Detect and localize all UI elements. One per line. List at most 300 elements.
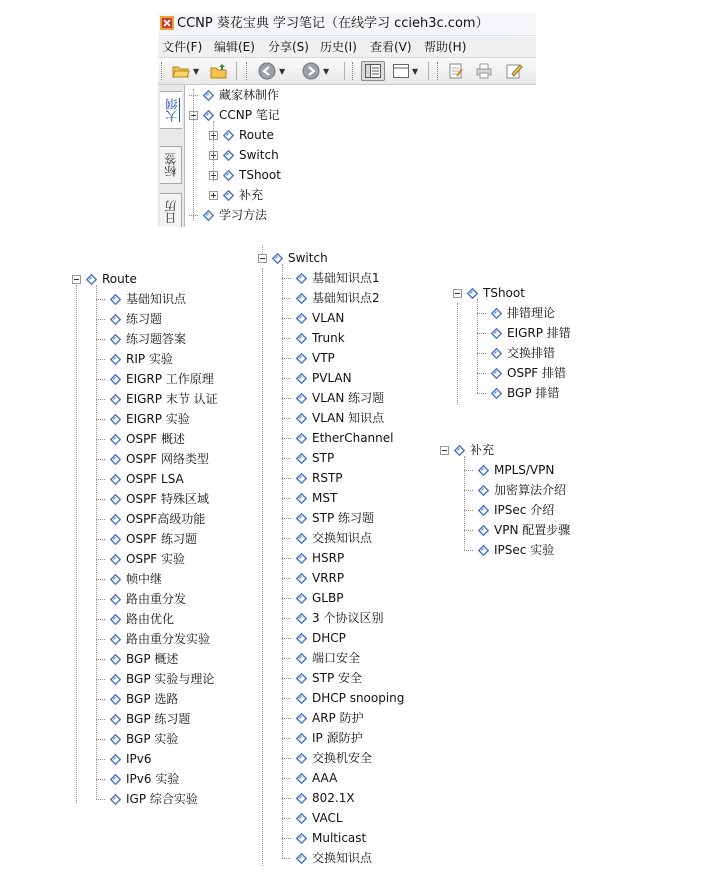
tree-item-label: IPSec 实验	[494, 543, 555, 557]
tree-item[interactable]	[96, 329, 186, 349]
tree-item-label: BGP 概述	[126, 652, 179, 666]
tree-item[interactable]	[282, 408, 384, 428]
print-button[interactable]	[476, 61, 492, 81]
note-node-icon	[296, 313, 307, 324]
tree-item[interactable]	[282, 368, 352, 388]
menu-history[interactable]: 历史(I)	[320, 40, 357, 54]
collapse-icon[interactable]	[72, 275, 81, 284]
note-node-icon	[223, 190, 234, 201]
tree-item-label: 基础知识点2	[312, 291, 380, 305]
tree-connector	[282, 598, 291, 599]
tree-item[interactable]	[282, 308, 344, 328]
note-node-icon	[110, 774, 121, 785]
tree-connector	[96, 299, 105, 300]
tree-connector	[282, 438, 291, 439]
tree-item-label: DHCP	[312, 631, 346, 645]
edit-icon	[506, 63, 524, 79]
tree-item-label: STP 安全	[312, 671, 362, 685]
collapse-icon[interactable]	[440, 446, 449, 455]
forward-button[interactable]	[302, 61, 329, 81]
note-node-icon	[296, 853, 307, 864]
note-node-icon	[110, 614, 121, 625]
tree-item[interactable]	[282, 448, 334, 468]
note-node-icon	[110, 454, 121, 465]
tree-connector	[282, 358, 291, 359]
note-node-icon	[110, 534, 121, 545]
tree-connector	[96, 319, 105, 320]
tree-item[interactable]	[96, 669, 214, 689]
tree-connector	[96, 399, 105, 400]
note-node-icon	[467, 288, 478, 299]
tree-item-label: 加密算法介绍	[494, 483, 567, 497]
tree-item[interactable]	[282, 688, 404, 708]
tree-guide-line	[193, 89, 194, 221]
tree-item-label: VLAN	[312, 311, 345, 325]
note-node-icon	[110, 434, 121, 445]
note-node-icon	[296, 333, 307, 344]
tree-connector	[282, 578, 291, 579]
note-node-icon	[296, 613, 307, 624]
tree-item-label: 补充	[470, 443, 495, 457]
tree-item-label: RSTP	[312, 471, 343, 485]
outline-item[interactable]	[209, 125, 274, 145]
tree-item[interactable]	[96, 609, 174, 629]
tree-item-label: 3 个协议区别	[312, 611, 384, 625]
tree-guide-line	[213, 121, 214, 181]
tree-item-label: RIP 实验	[126, 352, 173, 366]
tree-item[interactable]	[282, 508, 374, 528]
tree-connector	[282, 678, 291, 679]
tree-guide-line	[457, 303, 458, 405]
tree-connector	[464, 550, 473, 551]
note-node-icon	[110, 574, 121, 585]
tree-item-label: IP 源防护	[312, 731, 363, 745]
open-dropdown-icon[interactable]: ▼	[193, 66, 200, 76]
tree-connector	[96, 479, 105, 480]
tree-item[interactable]	[464, 480, 566, 500]
tree-node-tshoot_tree[interactable]	[453, 283, 525, 303]
tree-item-label: BGP 实验与理论	[126, 672, 215, 686]
tree-item-label: PVLAN	[312, 371, 352, 385]
outline-item[interactable]	[189, 205, 267, 225]
tree-item[interactable]	[96, 769, 179, 789]
tree-item[interactable]	[96, 349, 173, 369]
tree-item[interactable]	[96, 369, 214, 389]
tree-item-label: AAA	[312, 771, 338, 785]
tree-connector	[96, 419, 105, 420]
tree-item-label: VTP	[312, 351, 335, 365]
note-node-icon	[296, 593, 307, 604]
tree-connector	[477, 373, 486, 374]
note-node-icon	[296, 373, 307, 384]
tree-connector	[96, 499, 105, 500]
tree-item-label: TShoot	[239, 168, 281, 182]
open-button[interactable]	[172, 61, 199, 81]
tree-item[interactable]	[282, 588, 343, 608]
tree-connector	[96, 559, 105, 560]
tree-connector	[282, 338, 291, 339]
note-node-icon	[223, 150, 234, 161]
tree-item[interactable]	[477, 383, 559, 403]
tree-connector	[96, 359, 105, 360]
tree-item[interactable]	[96, 569, 162, 589]
tree-connector	[282, 478, 291, 479]
note-node-icon	[110, 374, 121, 385]
tree-item[interactable]	[96, 309, 162, 329]
tree-item[interactable]	[282, 608, 383, 628]
tree-item[interactable]	[96, 289, 186, 309]
tree-item-label: 路由重分发	[126, 592, 187, 606]
menu-share[interactable]: 分享(S)	[268, 40, 309, 54]
tree-item[interactable]	[96, 489, 209, 509]
tree-connector	[282, 518, 291, 519]
note-node-icon	[478, 485, 489, 496]
note-node-icon	[110, 754, 121, 765]
outline-item[interactable]	[189, 85, 279, 105]
tree-connector	[464, 470, 473, 471]
edit-button[interactable]	[506, 61, 524, 81]
tree-item[interactable]	[282, 788, 355, 808]
tree-connector	[282, 778, 291, 779]
note-node-icon	[296, 753, 307, 764]
tree-item-label: 排错理论	[507, 306, 556, 320]
tab-outline[interactable]: 大纲	[160, 91, 182, 129]
note-node-icon	[478, 525, 489, 536]
toolbar-separator	[428, 62, 429, 80]
tree-item[interactable]	[464, 500, 554, 520]
tree-item-label: VLAN 练习题	[312, 391, 385, 405]
note-node-icon	[491, 308, 502, 319]
tree-node-switch_tree[interactable]	[258, 248, 328, 268]
note-node-icon	[110, 474, 121, 485]
tree-item[interactable]	[282, 488, 337, 508]
tree-item-label: VPN 配置步骤	[494, 523, 571, 537]
tree-item[interactable]	[464, 520, 570, 540]
outline-item[interactable]	[209, 185, 263, 205]
toolbar-separator	[236, 62, 237, 80]
tree-item[interactable]	[477, 323, 571, 343]
tree-item[interactable]	[477, 363, 566, 383]
tree-guide-line	[76, 285, 77, 803]
tree-connector	[282, 318, 291, 319]
tree-item-label: CCNP 笔记	[219, 108, 280, 122]
note-node-icon	[110, 514, 121, 525]
note-node-icon	[110, 494, 121, 505]
note-node-icon	[296, 833, 307, 844]
tree-item[interactable]	[96, 629, 210, 649]
tree-connector	[96, 739, 105, 740]
layout-dropdown-icon[interactable]: ▼	[412, 66, 419, 76]
note-node-icon	[296, 713, 307, 724]
tree-item[interactable]	[282, 768, 337, 788]
note-node-icon	[110, 394, 121, 405]
menu-bar	[158, 37, 536, 58]
note-node-icon	[454, 445, 465, 456]
tree-item[interactable]	[96, 589, 186, 609]
tree-connector	[477, 353, 486, 354]
tree-connector	[282, 458, 291, 459]
tree-item-label: 交换知识点	[312, 851, 373, 865]
folder-up-icon	[210, 63, 228, 79]
forward-icon	[302, 62, 320, 80]
outline-item[interactable]	[209, 165, 281, 185]
note-node-icon	[203, 110, 214, 121]
tree-item[interactable]	[96, 549, 185, 569]
note-node-icon	[478, 505, 489, 516]
tree-item-label: TShoot	[483, 286, 525, 300]
tree-item-label: 路由重分发实验	[126, 632, 211, 646]
tree-item[interactable]	[282, 268, 380, 288]
note-node-icon	[110, 334, 121, 345]
note-node-icon	[223, 130, 234, 141]
tree-item-label: MPLS/VPN	[494, 463, 555, 477]
note-node-icon	[296, 433, 307, 444]
app-window	[158, 13, 536, 227]
tree-item-label: 练习题答案	[126, 332, 187, 346]
note-node-icon	[110, 354, 121, 365]
tree-item[interactable]	[282, 748, 372, 768]
note-node-icon	[110, 414, 121, 425]
tree-connector	[282, 658, 291, 659]
note-node-icon	[110, 714, 121, 725]
tree-item-label: 补充	[239, 188, 264, 202]
tree-connector	[282, 498, 291, 499]
note-node-icon	[296, 653, 307, 664]
tree-item[interactable]	[96, 409, 190, 429]
tree-connector	[282, 838, 291, 839]
tree-item-label: IGP 综合实验	[126, 792, 198, 806]
note-node-icon	[296, 533, 307, 544]
tree-node-route_tree[interactable]	[72, 269, 137, 289]
title-bar	[158, 13, 536, 36]
tree-item[interactable]	[96, 649, 178, 669]
tree-item[interactable]	[282, 548, 344, 568]
tree-item-label: MST	[312, 491, 338, 505]
folder-up-button[interactable]	[210, 61, 228, 81]
tree-item[interactable]	[96, 709, 190, 729]
collapse-icon[interactable]	[258, 254, 267, 263]
expand-icon[interactable]	[209, 191, 218, 200]
tab-tags[interactable]: 标签	[160, 146, 182, 184]
tree-item-label: OSPF 网络类型	[126, 452, 210, 466]
note-node-icon	[296, 413, 307, 424]
note-node-icon	[296, 813, 307, 824]
tree-item[interactable]	[96, 469, 184, 489]
layout-icon	[393, 64, 409, 78]
tree-item[interactable]	[477, 303, 555, 323]
tree-item-label: 藏家林制作	[219, 88, 280, 102]
outline-item[interactable]	[189, 105, 280, 125]
tree-connector	[282, 738, 291, 739]
tree-connector	[96, 579, 105, 580]
tree-view-button[interactable]	[361, 61, 385, 81]
tree-item-label: OSPF高级功能	[126, 512, 206, 526]
tree-item[interactable]	[96, 729, 178, 749]
tree-item[interactable]	[282, 808, 343, 828]
toolbar	[158, 58, 536, 85]
tree-item-label: OSPF 练习题	[126, 532, 198, 546]
tree-connector	[96, 519, 105, 520]
tree-connector	[96, 799, 105, 800]
tree-connector	[96, 439, 105, 440]
note-node-icon	[110, 734, 121, 745]
tree-item-label: Route	[102, 272, 137, 286]
tree-connector	[464, 530, 473, 531]
collapse-icon[interactable]	[453, 289, 462, 298]
tree-item[interactable]	[96, 789, 198, 809]
tree-connector	[96, 599, 105, 600]
tree-item-label: 802.1X	[312, 791, 355, 805]
toolbar-grip	[352, 62, 355, 80]
tree-item-label: VLAN 知识点	[312, 411, 385, 425]
tree-item-label: OSPF 概述	[126, 432, 186, 446]
tree-item-label: EIGRP 工作原理	[126, 372, 214, 386]
menu-view[interactable]: 查看(V)	[370, 40, 412, 54]
outline-item[interactable]	[209, 145, 279, 165]
tree-item-label: VRRP	[312, 571, 345, 585]
note-node-icon	[296, 553, 307, 564]
tree-connector	[96, 719, 105, 720]
tree-connector	[282, 618, 291, 619]
note-node-icon	[203, 210, 214, 221]
tree-item[interactable]	[282, 848, 372, 868]
tree-item-label: Multicast	[312, 831, 367, 845]
tab-calendar[interactable]: 日历	[160, 193, 182, 227]
tree-connector	[477, 313, 486, 314]
tree-connector	[96, 699, 105, 700]
toolbar-grip	[246, 62, 249, 80]
tree-item[interactable]	[477, 343, 555, 363]
note-node-icon	[478, 545, 489, 556]
tree-item-label: Switch	[239, 148, 279, 162]
back-dropdown-icon[interactable]: ▼	[279, 66, 286, 76]
tree-item-label: BGP 练习题	[126, 712, 191, 726]
back-button[interactable]	[258, 61, 285, 81]
tree-item[interactable]	[282, 828, 366, 848]
note-node-icon	[110, 694, 121, 705]
tree-item[interactable]	[282, 528, 372, 548]
note-node-icon	[296, 493, 307, 504]
tree-item-label: VACL	[312, 811, 343, 825]
tree-item-label: HSRP	[312, 551, 345, 565]
tree-item[interactable]	[96, 429, 185, 449]
note-node-icon	[296, 353, 307, 364]
note-node-icon	[296, 633, 307, 644]
tree-connector	[464, 490, 473, 491]
note-node-icon	[296, 293, 307, 304]
tree-item[interactable]	[464, 460, 554, 480]
tree-connector	[282, 818, 291, 819]
note-node-icon	[110, 554, 121, 565]
note-node-icon	[110, 634, 121, 645]
tree-item-label: 交换排错	[507, 346, 556, 360]
tree-connector	[282, 538, 291, 539]
note-node-icon	[491, 348, 502, 359]
tree-connector	[282, 718, 291, 719]
tree-item[interactable]	[282, 728, 363, 748]
tree-item-label: STP 练习题	[312, 511, 374, 525]
tree-item[interactable]	[96, 449, 209, 469]
note-node-icon	[296, 793, 307, 804]
tree-item[interactable]	[96, 389, 218, 409]
note-node-icon	[296, 453, 307, 464]
note-node-icon	[223, 170, 234, 181]
tree-item-label: EtherChannel	[312, 431, 394, 445]
tree-item-label: OSPF 特殊区域	[126, 492, 210, 506]
tree-item[interactable]	[282, 348, 335, 368]
tree-item[interactable]	[282, 428, 393, 448]
tree-node-buchong_tree[interactable]	[440, 440, 494, 460]
tree-item[interactable]	[282, 708, 364, 728]
note-node-icon	[296, 573, 307, 584]
tree-item[interactable]	[282, 568, 344, 588]
tree-item-label: 基础知识点1	[312, 271, 380, 285]
menu-help[interactable]: 帮助(H)	[424, 40, 467, 54]
note-node-icon	[110, 594, 121, 605]
forward-dropdown-icon[interactable]: ▼	[323, 66, 330, 76]
tree-guide-line	[262, 268, 263, 866]
tree-connector	[282, 298, 291, 299]
note-node-icon	[86, 274, 97, 285]
tree-item-label: 基础知识点	[126, 292, 187, 306]
toolbar-separator	[344, 62, 345, 80]
tree-item[interactable]	[464, 540, 554, 560]
tree-item[interactable]	[96, 529, 197, 549]
tree-connector	[96, 659, 105, 660]
note-node-icon	[296, 673, 307, 684]
tree-item-label: BGP 实验	[126, 732, 179, 746]
note-node-icon	[110, 674, 121, 685]
note-node-icon	[478, 465, 489, 476]
tree-connector	[282, 558, 291, 559]
tree-connector	[477, 333, 486, 334]
tree-item[interactable]	[282, 628, 346, 648]
tree-item-label: Switch	[288, 251, 328, 265]
tree-item-label: BGP 选路	[126, 692, 179, 706]
tree-view-icon	[365, 64, 381, 78]
tree-item-label: GLBP	[312, 591, 344, 605]
note-button[interactable]	[448, 61, 464, 81]
note-icon	[448, 63, 464, 79]
tree-connector	[282, 378, 291, 379]
tree-connector	[96, 779, 105, 780]
note-node-icon	[203, 90, 214, 101]
tree-item[interactable]	[96, 749, 152, 769]
tree-item[interactable]	[282, 648, 360, 668]
tree-connector	[96, 379, 105, 380]
note-node-icon	[491, 388, 502, 399]
tree-item[interactable]	[282, 668, 362, 688]
tree-item-label: BGP 排错	[507, 386, 560, 400]
tree-item[interactable]	[282, 288, 380, 308]
menu-file[interactable]: 文件(F)	[162, 40, 203, 54]
tree-connector	[96, 679, 105, 680]
tree-item-label: ARP 防护	[312, 711, 364, 725]
window-title: CCNP 葵花宝典 学习笔记（在线学习 ccieh3c.com）	[177, 16, 489, 31]
tree-item-label: 路由优化	[126, 612, 175, 626]
layout-button[interactable]	[393, 61, 418, 81]
tree-item[interactable]	[282, 468, 343, 488]
note-node-icon	[296, 733, 307, 744]
open-folder-icon	[172, 63, 190, 79]
toolbar-grip	[161, 62, 164, 80]
tree-item[interactable]	[96, 509, 205, 529]
tree-item[interactable]	[282, 388, 384, 408]
tree-item[interactable]	[96, 689, 178, 709]
tree-item[interactable]	[282, 328, 345, 348]
menu-edit[interactable]: 编辑(E)	[214, 40, 255, 54]
tree-connector	[282, 278, 291, 279]
